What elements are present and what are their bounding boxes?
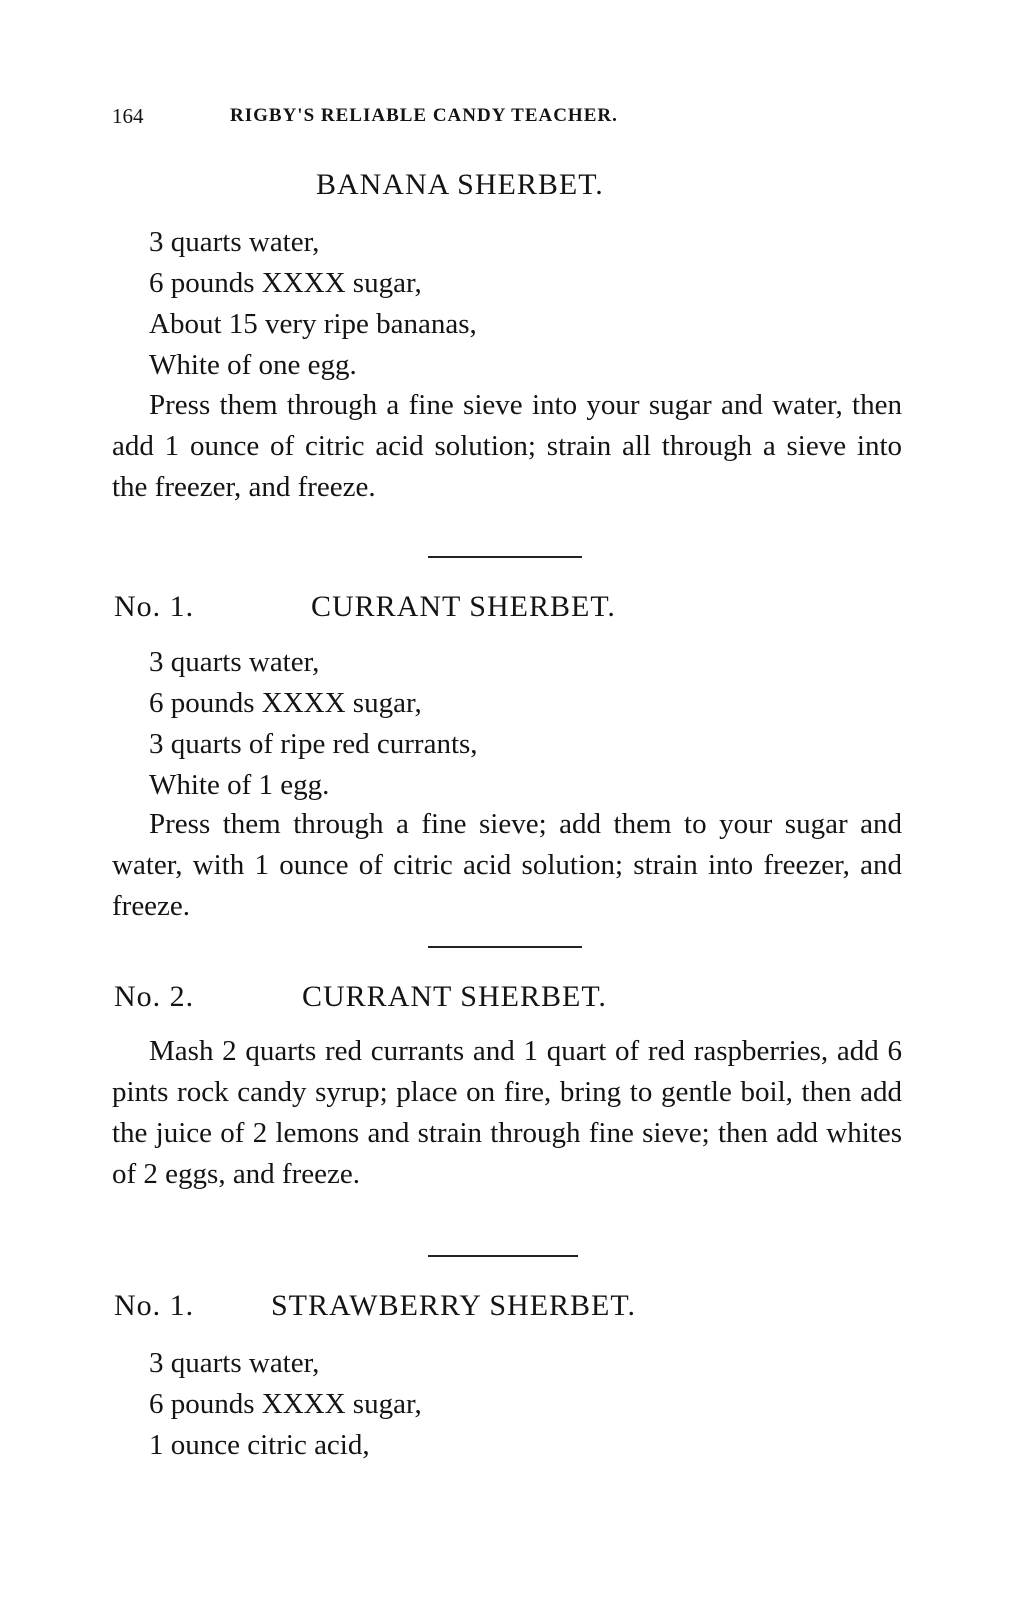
recipe-directions: Mash 2 quarts red currants and 1 quart of red raspberries, add 6 pints rock candy syrup; place on fire, bring to gentle boil, then add the juice of 2 lemons and strain through fine sieve; then add whites of 2 eggs, and freeze. [112, 1035, 902, 1190]
section-divider [428, 556, 582, 558]
page-number: 164 [112, 104, 144, 128]
running-head [112, 104, 812, 134]
recipe-name: CURRANT SHERBET. [302, 980, 607, 1013]
recipe-directions: Press them through a fine sieve into your sugar and water, then add 1 ounce of citric acid solution; strain all through a sieve into the freezer, and freeze. [112, 389, 902, 503]
recipe-number: No. 1. [114, 590, 195, 623]
ingredient-line: 6 pounds XXXX sugar, [149, 1388, 422, 1420]
section-divider [428, 1255, 578, 1257]
ingredient-line: 6 pounds XXXX sugar, [149, 267, 422, 299]
ingredient-line: 3 quarts of ripe red currants, [149, 728, 478, 760]
ingredient-line: 6 pounds XXXX sugar, [149, 687, 422, 719]
recipe-number: No. 2. [114, 980, 195, 1013]
section-divider [428, 946, 582, 948]
ingredient-line: 1 ounce citric acid, [149, 1429, 370, 1461]
ingredient-line: 3 quarts water, [149, 646, 320, 678]
recipe-directions: Press them through a fine sieve; add them to your sugar and water, with 1 ounce of citric acid solution; strain into freezer, and freeze. [112, 808, 902, 922]
ingredient-line: White of one egg. [149, 349, 357, 381]
recipe-name: STRAWBERRY SHERBET. [271, 1289, 636, 1322]
ingredient-line: 3 quarts water, [149, 226, 320, 258]
ingredient-line: About 15 very ripe bananas, [149, 308, 477, 340]
recipe-name: BANANA SHERBET. [316, 168, 604, 201]
recipe-number: No. 1. [114, 1289, 195, 1322]
ingredient-line: White of 1 egg. [149, 769, 330, 801]
ingredient-line: 3 quarts water, [149, 1347, 320, 1379]
recipe-name: CURRANT SHERBET. [311, 590, 616, 623]
book-title: RIGBY'S RELIABLE CANDY TEACHER. [230, 105, 618, 126]
